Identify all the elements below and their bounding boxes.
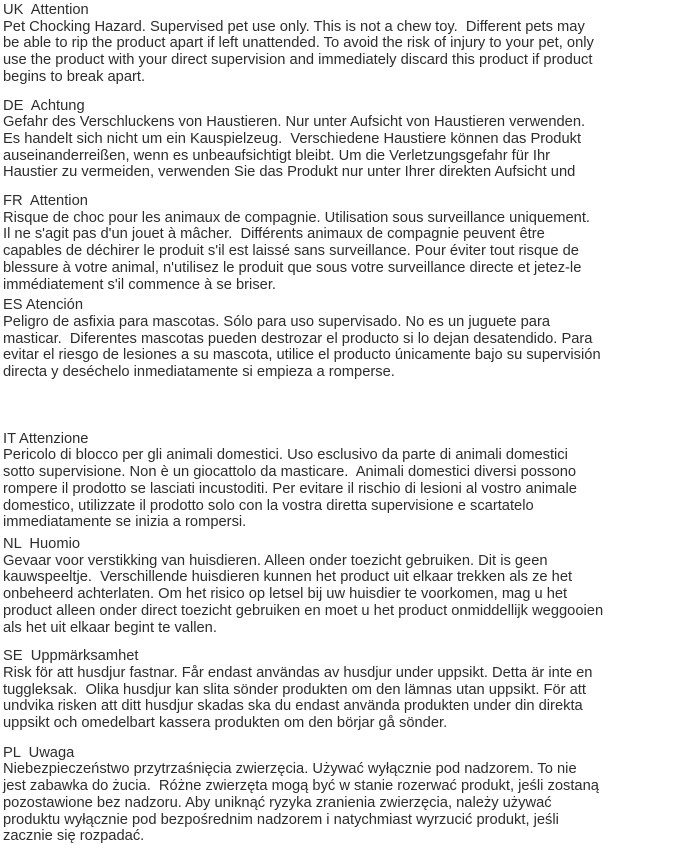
section-line: immediatamente se inizia a rompersi. [3,514,247,531]
section-line: auseinanderreißen, wenn es unbeaufsichtigt bleibt. Um die Verletzungsgefahr für Ihr [3,147,551,164]
section-line: evitar el riesgo de lesiones a su mascota, utilice el producto únicamente bajo su supervisión [3,347,601,364]
section-line: uppsikt och omedelbart kassera produkten om den börjar gå sönder. [3,715,448,732]
section-line: Gefahr des Verschluckens von Haustieren. Nur unter Aufsicht von Haustieren verwenden. [3,114,586,131]
section-heading: SE Uppmärksamhet [3,648,139,665]
section-line: als het uit elkaar begint te vallen. [3,619,217,636]
section-line: blessure à votre animal, n'utilisez le produit que sous votre surveillance directe et jetez-le [3,259,582,276]
warning-section-uk [3,2,679,86]
section-line: undvika risken att ditt husdjur skadas ska du endast använda produkten under din direkta [3,698,583,715]
section-line: onbeheerd achterlaten. Om het risico op letsel bij uw huisdier te voorkomen, mag u het [3,586,568,603]
warning-section-nl [3,536,679,636]
section-line: kauwspeeltje. Verschillende huisdieren kunnen het product uit elkaar trekken als ze het [3,569,573,586]
section-line: domestico, utilizzate il prodotto solo con la vostra diretta supervisione e scartatelo [3,497,534,514]
section-line: Pet Chocking Hazard. Supervised pet use only. This is not a chew toy. Different pets may [3,18,585,35]
section-line: be able to rip the product apart if left unattended. To avoid the risk of injury to your pet, only [3,35,594,52]
section-line: tuggleksak. Olika husdjur kan slita sönder produkten om den lämnas utan uppsikt. För att [3,681,586,698]
warning-section-se [3,648,679,732]
section-line: begins to break apart. [3,68,146,85]
section-heading: NL Huomio [3,535,81,552]
section-line: Risk för att husdjur fastnar. Får endast användas av husdjur under uppsikt. Detta är inte en [3,664,593,681]
section-line: Il ne s'agit pas d'un jouet à mâcher. Différents animaux de compagnie peuvent être [3,226,545,243]
section-line: use the product with your direct supervision and immediately discard this product if product [3,52,593,69]
section-line: directa y deséchelo inmediatamente si empieza a romperse. [3,364,395,381]
section-line: Peligro de asfixia para mascotas. Sólo para uso supervisado. No es un juguete para [3,313,551,330]
section-line: produktu wyłącznie pod bezpośrednim nadzorem i natychmiast wyrzucić produkt, jeśli [3,811,559,828]
section-line: sotto supervisione. Non è un giocattolo da masticare. Animali domestici diversi possono [3,464,577,481]
section-line: zacznie się rozpadać. [3,828,145,845]
section-line: masticar. Diferentes mascotas pueden destrozar el producto si lo dejan desatendido. Para [3,330,593,347]
section-heading: DE Achtung [3,97,85,114]
section-heading: PL Uwaga [3,744,75,761]
section-line: rompere il prodotto se lasciati incustoditi. Per evitare il rischio di lesioni al vostro animale [3,480,577,497]
section-line: product alleen onder direct toezicht gebruiken en moet u het product onmiddellijk weggooien [3,602,604,619]
warning-section-fr [3,193,679,293]
section-line: Risque de choc pour les animaux de compagnie. Utilisation sous surveillance uniquement. [3,209,591,226]
section-line: Pericolo di blocco per gli animali domestici. Uso esclusivo da parte di animali domestici [3,447,568,464]
warning-section-pl [3,745,679,845]
section-line: Haustier zu vermeiden, verwenden Sie das Produkt nur unter Ihrer direkten Aufsicht und [3,164,576,181]
section-line: Es handelt sich nicht um ein Kauspielzeug. Verschiedene Haustiere können das Produkt [3,130,582,147]
warning-section-de [3,98,679,182]
section-heading: IT Attenzione [3,430,89,447]
section-line: capables de déchirer le produit s'il est laissé sans surveillance. Pour éviter tout risque de [3,243,579,260]
warning-section-es [3,297,679,381]
section-line: Gevaar voor verstikking van huisdieren. Alleen onder toezicht gebruiken. Dit is geen [3,552,548,569]
section-heading: UK Attention [3,2,89,18]
section-line: immédiatement s'il commence à se briser. [3,276,276,293]
section-heading: FR Attention [3,193,88,210]
warning-section-it [3,431,679,531]
section-line: jest zabawka do żucia. Różne zwierzęta mogą być w stanie rozerwać produkt, jeśli zostaną [3,778,599,795]
section-line: pozostawione bez nadzoru. Aby uniknąć ryzyka zranienia zwierzęcia, należy używać [3,794,552,811]
section-heading: ES Atención [3,297,84,314]
section-line: Niebezpieczeństwo przytrzaśnięcia zwierzęcia. Używać wyłącznie pod nadzorem. To nie [3,761,577,778]
